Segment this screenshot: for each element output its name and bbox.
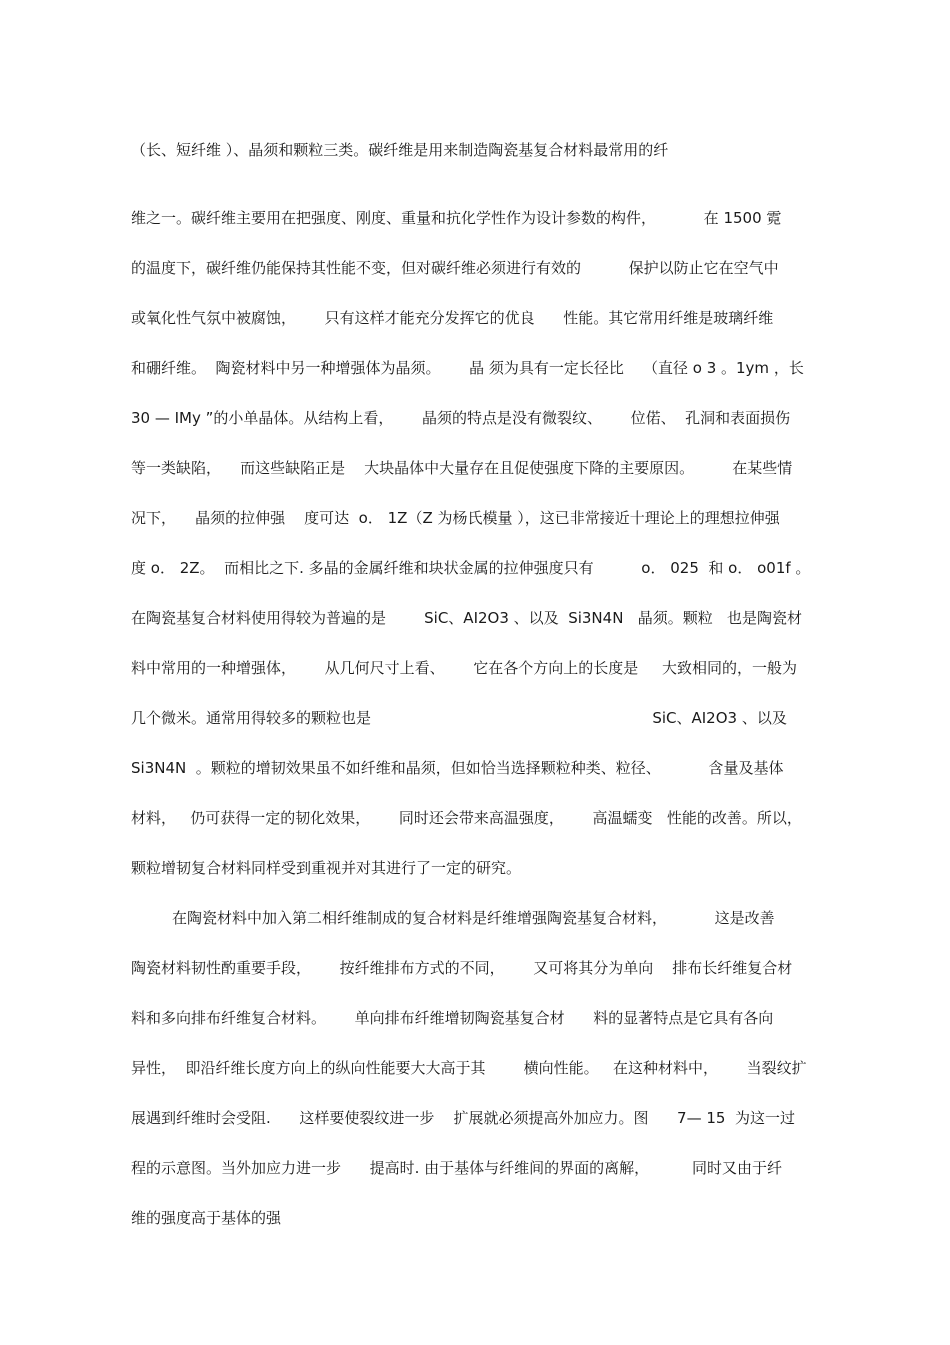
text-line: 维之一。碳纤维主要用在把强度、刚度、重量和抗化学性作为设计参数的构件， 在 1500 霓 <box>131 209 782 227</box>
text-line: 料中常用的一种增强体， 从几何尺寸上看、 它在各个方向上的长度是 大致相同的，一般为 <box>131 659 798 677</box>
text-line: 颗粒增韧复合材料同样受到重视并对其进行了一定的研究。 <box>131 859 522 877</box>
text-line: 30 — IMy ”的小单晶体。从结构上看， 晶须的特点是没有微裂纹、 位偌、 孔洞和表面损伤 <box>131 409 791 427</box>
text-line: 等一类缺陷， 而这些缺陷正是 大块晶体中大量存在且促使强度下降的主要原因。 在某些情 <box>131 459 793 477</box>
paragraph-first-line: 在陶瓷材料中加入第二相纤维制成的复合材料是纤维增强陶瓷基复合材料， 这是改善 <box>172 909 775 927</box>
text-line: 料和多向排布纤维复合材料。 单向排布纤维增韧陶瓷基复合材 料的显著特点是它具有各向 <box>131 1009 774 1027</box>
text-line: 维的强度高于基体的强 <box>131 1209 282 1227</box>
text-line: 材料， 仍可获得一定的韧化效果， 同时还会带来高温强度， 高温蠕变 性能的改善。所以， <box>131 809 802 827</box>
text-line: 和硼纤维。 陶瓷材料中另一种增强体为晶须。 晶 须为具有一定长径比 （直径 o 3 。1ym ，长 <box>131 359 804 377</box>
text-line: 度 o． 2Z。 而相比之下. 多晶的金属纤维和块状金属的拉伸强度只有 o． 025 和 o． o01f 。 <box>131 559 811 577</box>
text-line: 程的示意图。当外加应力进一步 提高时. 由于基体与纤维间的界面的离解， 同时又由于纤 <box>131 1159 783 1177</box>
text-line: 或氧化性气氛中被腐蚀， 只有这样才能充分发挥它的优良 性能。其它常用纤维是玻璃纤维 <box>131 309 774 327</box>
text-line: 况下， 晶须的拉伸强 度可达 o． 1Z（Z 为杨氏模量 ），这已非常接近十理论上的理想拉伸强 <box>131 509 780 527</box>
text-line: 陶瓷材料韧性酌重要手段， 按纤维排布方式的不同， 又可将其分为单向 排布长纤维复合材 <box>131 959 793 977</box>
text-line: 的温度下，碳纤维仍能保持其性能不变，但对碳纤维必须进行有效的 保护以防止它在空气中 <box>131 259 779 277</box>
text-line: 异性， 即沿纤维长度方向上的纵向性能要大大高于其 横向性能。 在这种材料中， 当裂纹扩 <box>131 1059 807 1077</box>
text-line: 几个微米。通常用得较多的颗粒也是 SiC、AI2O3 、以及 <box>131 709 787 727</box>
text-line: Si3N4N 。颗粒的增韧效果虽不如纤维和晶须，但如恰当选择颗粒种类、粒径、 含量及基体 <box>131 759 784 777</box>
text-line: （长、短纤维 ）、晶须和颗粒三类。碳纤维是用来制造陶瓷基复合材料最常用的纤 <box>131 141 669 159</box>
text-line: 在陶瓷基复合材料使用得较为普遍的是 SiC、AI2O3 、以及 Si3N4N 晶须。颗粒 也是陶瓷材 <box>131 609 803 627</box>
text-line: 展遇到纤维时会受阻. 这样要使裂纹进一步 扩展就必须提高外加应力。图 7— 15 为这一过 <box>131 1109 795 1127</box>
